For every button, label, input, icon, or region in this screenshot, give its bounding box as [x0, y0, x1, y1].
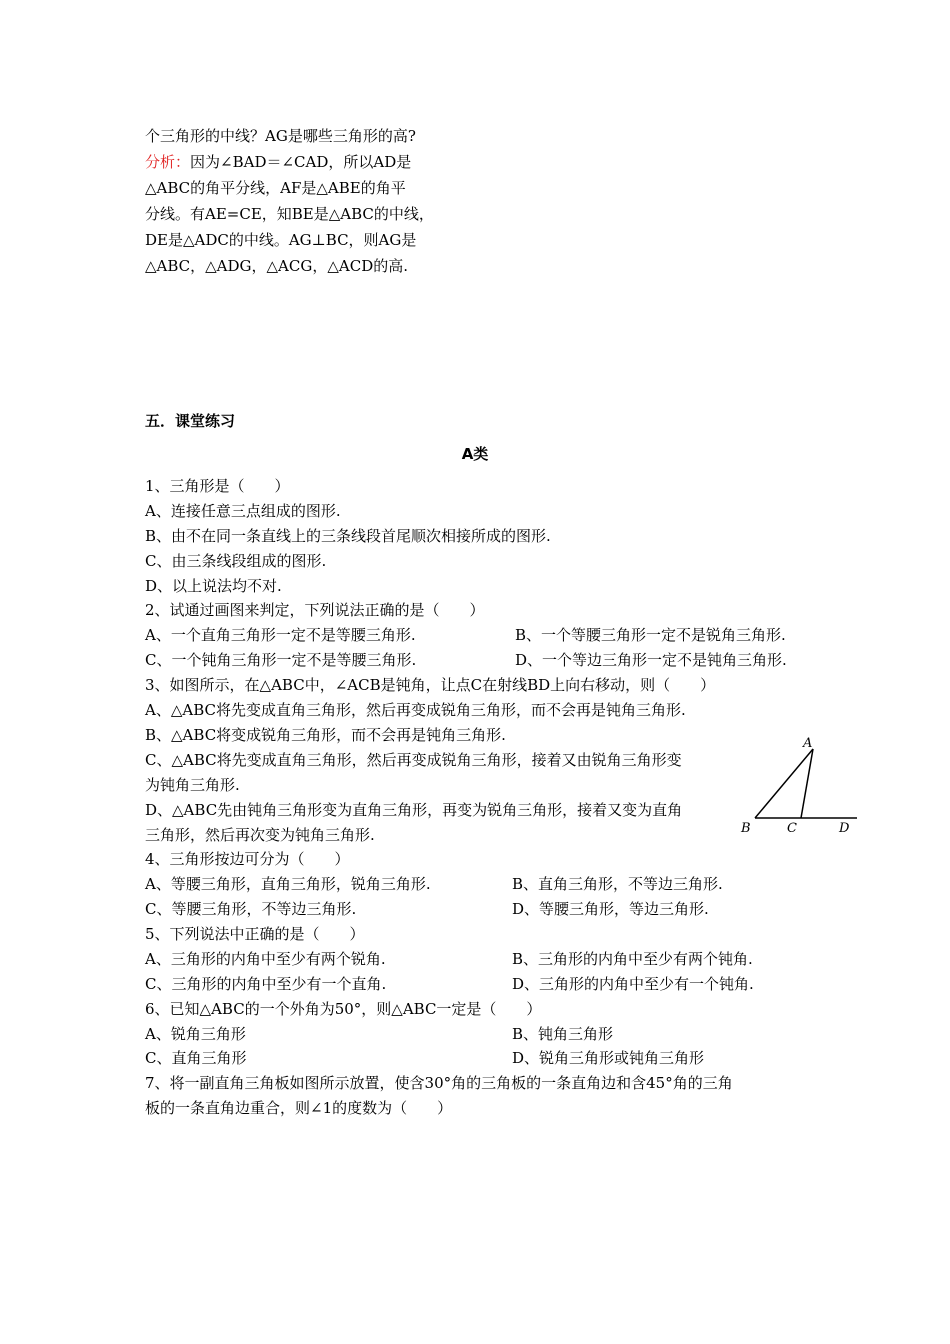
analysis-text: 因为∠BAD＝∠CAD，所以AD是: [190, 153, 412, 171]
q5-option-d: D、三角形的内角中至少有一个钝角.: [512, 975, 754, 993]
intro-line-6: △ABC，△ADG，△ACG，△ACD的高.: [145, 257, 408, 275]
q2-option-d: D、一个等边三角形一定不是钝角三角形.: [515, 651, 787, 669]
q5-option-b: B、三角形的内角中至少有两个钝角.: [512, 950, 753, 968]
q2-option-b: B、一个等腰三角形一定不是锐角三角形.: [515, 626, 786, 644]
q5-stem: 5、下列说法中正确的是（ ）: [145, 925, 365, 943]
q3-option-d-line-1: D、△ABC先由钝角三角形变为直角三角形，再变为锐角三角形，接着又变为直角: [145, 801, 683, 819]
intro-line-5: DE是△ADC的中线。AG⊥BC，则AG是: [145, 231, 417, 249]
q6-option-d: D、锐角三角形或钝角三角形: [512, 1049, 705, 1067]
q3-option-b: B、△ABC将变成锐角三角形，而不会再是钝角三角形.: [145, 726, 506, 744]
q6-stem: 6、已知△ABC的一个外角为50°，则△ABC一定是（ ）: [145, 1000, 542, 1018]
q3-option-d-line-2: 三角形，然后再次变为钝角三角形.: [145, 826, 375, 844]
q7-stem-line-1: 7、将一副直角三角板如图所示放置，使含30°角的三角板的一条直角边和含45°角的三角: [145, 1074, 733, 1092]
section-title: 五．课堂练习: [145, 412, 236, 430]
q1-stem: 1、三角形是（ ）: [145, 477, 290, 495]
side-ac: [801, 749, 813, 818]
intro-line-4: 分线。有AE=CE，知BE是△ABC的中线，: [145, 205, 434, 223]
intro-line-3: △ABC的角平分线，AF是△ABE的角平: [145, 179, 406, 197]
q1-option-a: A、连接任意三点组成的图形.: [145, 502, 341, 520]
q6-option-b: B、钝角三角形: [512, 1025, 614, 1043]
q5-option-a: A、三角形的内角中至少有两个锐角.: [145, 950, 386, 968]
q4-stem: 4、三角形按边可分为（ ）: [145, 850, 350, 868]
intro-line-2: [145, 152, 411, 172]
triangle-figure: [735, 733, 865, 838]
analysis-label: 分析：: [145, 153, 191, 171]
q7-stem-line-2: 板的一条直角边重合，则∠1的度数为（ ）: [145, 1099, 453, 1117]
q2-option-c: C、一个钝角三角形一定不是等腰三角形.: [145, 651, 417, 669]
label-a: A: [803, 736, 813, 751]
q4-option-d: D、等腰三角形，等边三角形.: [512, 900, 709, 918]
q4-option-c: C、等腰三角形，不等边三角形.: [145, 900, 357, 918]
q4-option-b: B、直角三角形，不等边三角形.: [512, 875, 723, 893]
intro-line-1: 个三角形的中线？AG是哪些三角形的高?: [145, 127, 416, 145]
q3-option-c-line-2: 为钝角三角形.: [145, 776, 240, 794]
q2-stem: 2、试通过画图来判定，下列说法正确的是（ ）: [145, 601, 485, 619]
q3-option-c-line-1: C、△ABC将先变成直角三角形，然后再变成锐角三角形，接着又由锐角三角形变: [145, 751, 682, 769]
label-d: D: [839, 821, 850, 836]
q1-option-c: C、由三条线段组成的图形.: [145, 552, 327, 570]
q3-option-a: A、△ABC将先变成直角三角形，然后再变成锐角三角形，而不会再是钝角三角形.: [145, 701, 686, 719]
q5-option-c: C、三角形的内角中至少有一个直角.: [145, 975, 387, 993]
q1-option-b: B、由不在同一条直线上的三条线段首尾顺次相接所成的图形.: [145, 527, 551, 545]
label-c: C: [787, 821, 797, 836]
q2-option-a: A、一个直角三角形一定不是等腰三角形.: [145, 626, 416, 644]
q6-option-c: C、直角三角形: [145, 1049, 247, 1067]
q3-stem: 3、如图所示，在△ABC中，∠ACB是钝角，让点C在射线BD上向右移动，则（ ）: [145, 676, 716, 694]
q1-option-d: D、以上说法均不对.: [145, 577, 282, 595]
label-b: B: [741, 821, 751, 836]
subtitle: A类: [461, 445, 489, 463]
q6-option-a: A、锐角三角形: [145, 1025, 246, 1043]
side-ab: [755, 749, 813, 818]
q4-option-a: A、等腰三角形，直角三角形，锐角三角形.: [145, 875, 431, 893]
